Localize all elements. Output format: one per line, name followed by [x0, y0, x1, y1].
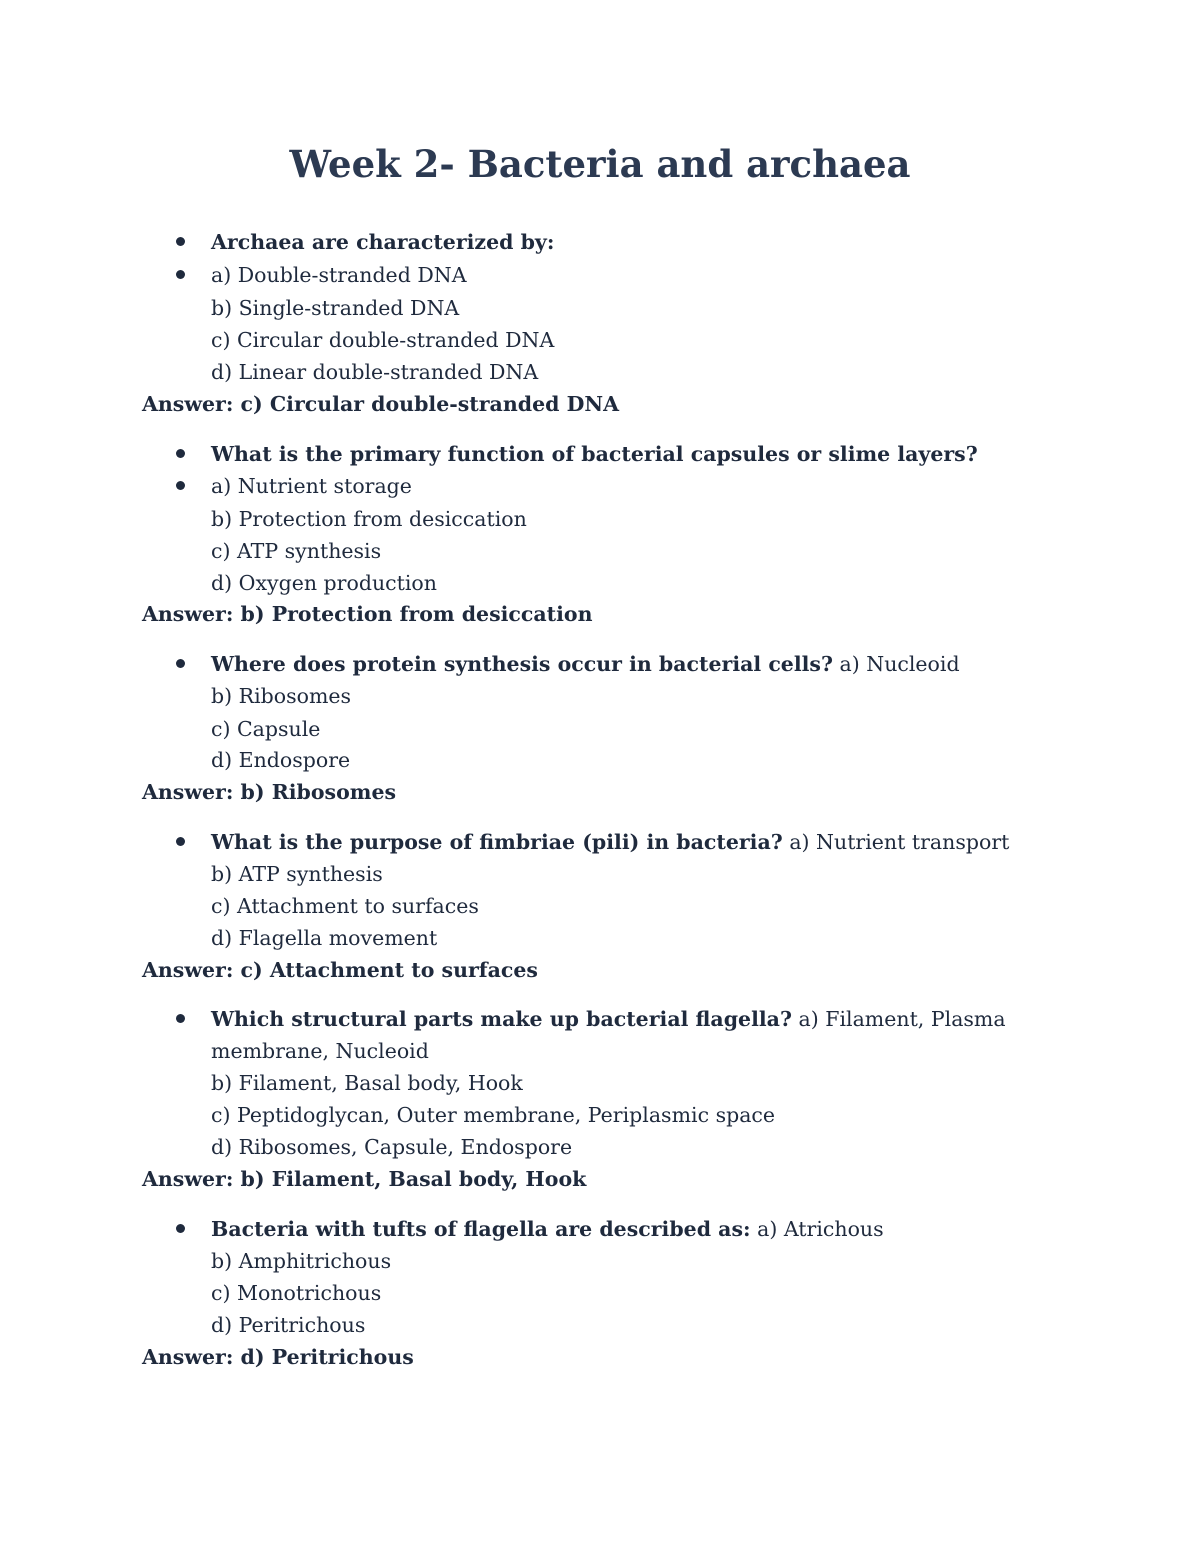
question-6-text: Bacteria with tufts of flagella are described as:	[211, 1217, 751, 1241]
option-3a: a) Nucleoid	[839, 652, 960, 676]
option-1c: c) Circular double-stranded DNA	[211, 328, 555, 352]
question-4-text: What is the purpose of fimbriae (pili) in bacteria?	[211, 830, 783, 854]
bullet-icon	[176, 481, 185, 490]
option-2a: a) Nutrient storage	[211, 474, 412, 498]
bullet-icon	[176, 659, 185, 668]
option-2d: d) Oxygen production	[211, 571, 437, 595]
option-5c: c) Peptidoglycan, Outer membrane, Periplasmic space	[211, 1103, 776, 1127]
option-5b: b) Filament, Basal body, Hook	[211, 1071, 523, 1095]
question-3	[211, 648, 960, 680]
option-4d: d) Flagella movement	[211, 926, 438, 950]
page-title: Week 2- Bacteria and archaea	[289, 142, 911, 186]
bullet-icon	[176, 237, 185, 246]
option-3c: c) Capsule	[211, 717, 321, 741]
option-3b: b) Ribosomes	[211, 684, 352, 708]
option-4c: c) Attachment to surfaces	[211, 894, 479, 918]
option-1a: a) Double-stranded DNA	[211, 263, 467, 287]
option-3d: d) Endospore	[211, 748, 351, 772]
question-2: What is the primary function of bacterial capsules or slime layers?	[211, 442, 978, 466]
answer-4: Answer: c) Attachment to surfaces	[142, 958, 538, 982]
question-5-text: Which structural parts make up bacterial flagella?	[211, 1007, 792, 1031]
answer-5: Answer: b) Filament, Basal body, Hook	[142, 1167, 587, 1191]
question-6	[211, 1213, 884, 1245]
bullet-icon	[176, 1224, 185, 1233]
option-6d: d) Peritrichous	[211, 1313, 366, 1337]
bullet-icon	[176, 837, 185, 846]
option-1d: d) Linear double-stranded DNA	[211, 360, 539, 384]
option-5a-cont: membrane, Nucleoid	[211, 1039, 429, 1063]
bullet-icon	[176, 270, 185, 279]
option-4a: a) Nutrient transport	[789, 830, 1010, 854]
bullet-icon	[176, 1014, 185, 1023]
answer-2: Answer: b) Protection from desiccation	[142, 602, 593, 626]
answer-6: Answer: d) Peritrichous	[142, 1345, 414, 1369]
option-2b: b) Protection from desiccation	[211, 507, 527, 531]
answer-3: Answer: b) Ribosomes	[142, 780, 397, 804]
option-6b: b) Amphitrichous	[211, 1249, 392, 1273]
option-2c: c) ATP synthesis	[211, 539, 382, 563]
option-6c: c) Monotrichous	[211, 1281, 382, 1305]
bullet-icon	[176, 449, 185, 458]
option-1b: b) Single-stranded DNA	[211, 296, 460, 320]
option-4b: b) ATP synthesis	[211, 862, 383, 886]
question-1: Archaea are characterized by:	[211, 230, 555, 254]
question-4	[211, 826, 1009, 858]
answer-1: Answer: c) Circular double-stranded DNA	[142, 392, 620, 416]
option-5d: d) Ribosomes, Capsule, Endospore	[211, 1135, 573, 1159]
option-5a: a) Filament, Plasma	[798, 1007, 1006, 1031]
option-6a: a) Atrichous	[757, 1217, 884, 1241]
question-3-text: Where does protein synthesis occur in bacterial cells?	[211, 652, 833, 676]
question-5	[211, 1003, 1006, 1035]
